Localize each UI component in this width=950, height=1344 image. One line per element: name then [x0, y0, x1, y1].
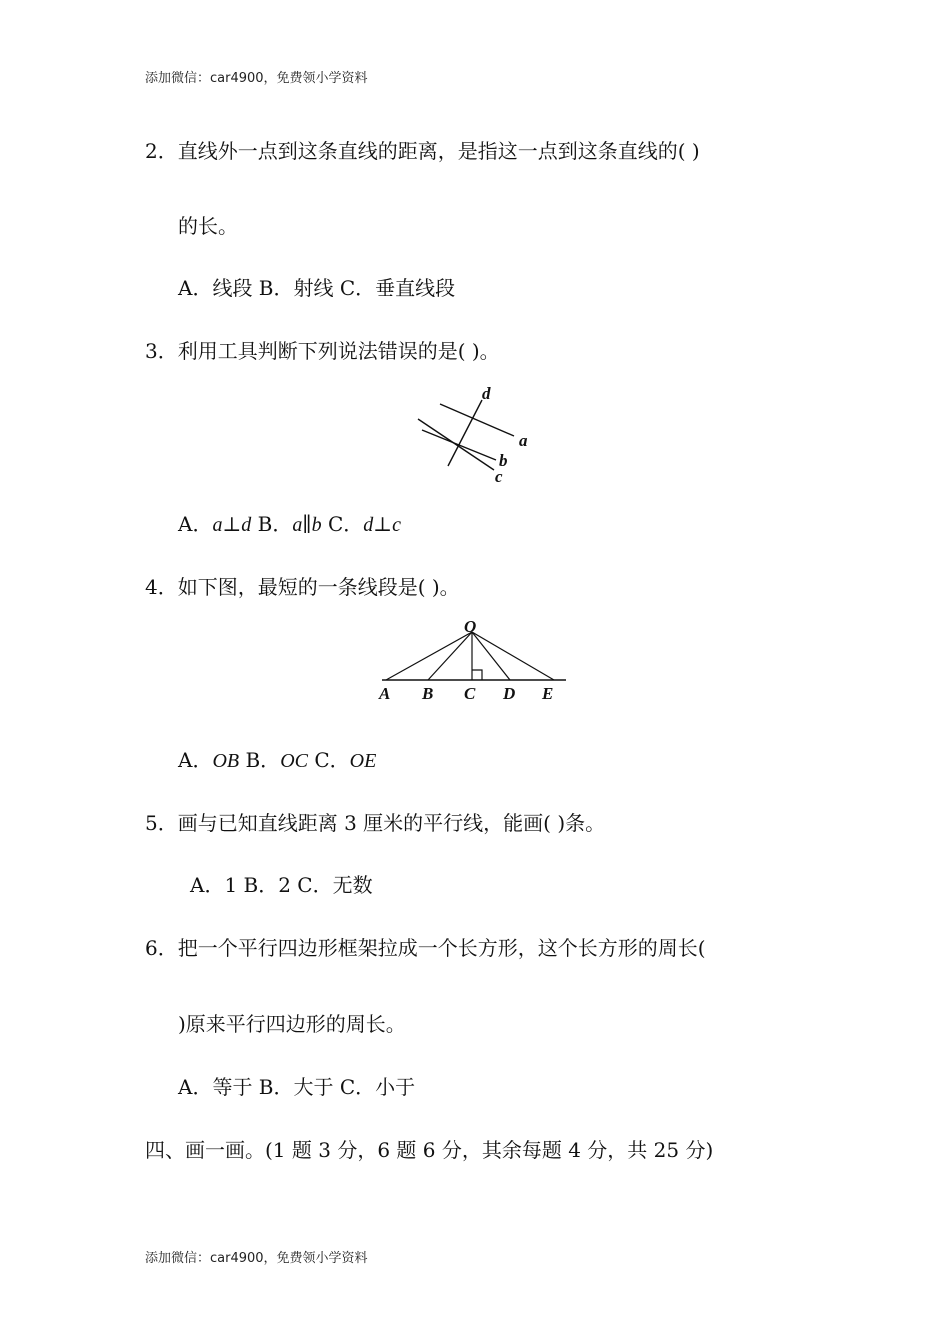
label-A: A	[379, 684, 391, 703]
option-b-prefix: B．	[257, 512, 293, 536]
section-4-heading: 四、画一画。(1 题 3 分，6 题 6 分，其余每题 4 分，共 25 分)	[145, 1138, 714, 1162]
segment-OD	[472, 632, 510, 680]
option-a-prefix: A．	[178, 512, 213, 536]
question-5-stem: 5．画与已知直线距离 3 厘米的平行线，能画( )条。	[145, 811, 606, 835]
line-b	[422, 430, 496, 460]
option-b-prefix: B．	[239, 748, 281, 772]
label-C: C	[464, 684, 476, 703]
label-d: d	[482, 384, 491, 403]
line-c	[418, 419, 494, 470]
question-2-line-2: 的长。	[178, 214, 238, 238]
label-O: O	[464, 617, 477, 636]
perpendicular-symbol: ⊥	[373, 512, 393, 536]
question-3-stem: 3．利用工具判断下列说法错误的是( )。	[145, 339, 500, 363]
question-6-line-2: )原来平行四边形的周长。	[178, 1012, 406, 1036]
question-6-line-1: 6．把一个平行四边形框架拉成一个长方形，这个长方形的周长(	[145, 936, 706, 960]
page-header-note: 添加微信：car4900，免费领小学资料	[145, 71, 368, 86]
right-angle-mark	[472, 670, 482, 680]
label-B: B	[422, 684, 434, 703]
label-b: b	[499, 451, 508, 470]
segment-OE	[472, 632, 554, 680]
option-c-prefix: C．	[327, 512, 364, 536]
option-c-prefix: C．	[307, 748, 350, 772]
segment-OB	[428, 632, 472, 680]
label-c: c	[495, 467, 503, 486]
question-4-figure	[378, 618, 578, 708]
perpendicular-symbol: ⊥	[222, 512, 242, 536]
option-a-prefix: A．	[178, 748, 213, 772]
segment-OA	[386, 632, 472, 680]
question-5-options: A．1 B．2 C．无数	[190, 873, 373, 897]
question-4-options: A．OB B．OC C．OE	[178, 748, 377, 772]
question-2-line-1: 2．直线外一点到这条直线的距离，是指这一点到这条直线的( )	[145, 139, 700, 163]
parallel-symbol: ∥	[302, 512, 312, 536]
question-3-figure	[410, 382, 550, 487]
question-3-options: A．a⊥d B．a∥b C．d⊥c	[178, 512, 401, 536]
label-D: D	[503, 684, 516, 703]
question-6-options: A．等于 B．大于 C．小于	[178, 1075, 416, 1099]
question-4-stem: 4．如下图，最短的一条线段是( )。	[145, 575, 460, 599]
question-2-options: A．线段 B．射线 C．垂直线段	[178, 276, 456, 300]
page-footer-note: 添加微信：car4900，免费领小学资料	[145, 1251, 368, 1266]
label-a: a	[519, 431, 528, 450]
label-E: E	[542, 684, 554, 703]
